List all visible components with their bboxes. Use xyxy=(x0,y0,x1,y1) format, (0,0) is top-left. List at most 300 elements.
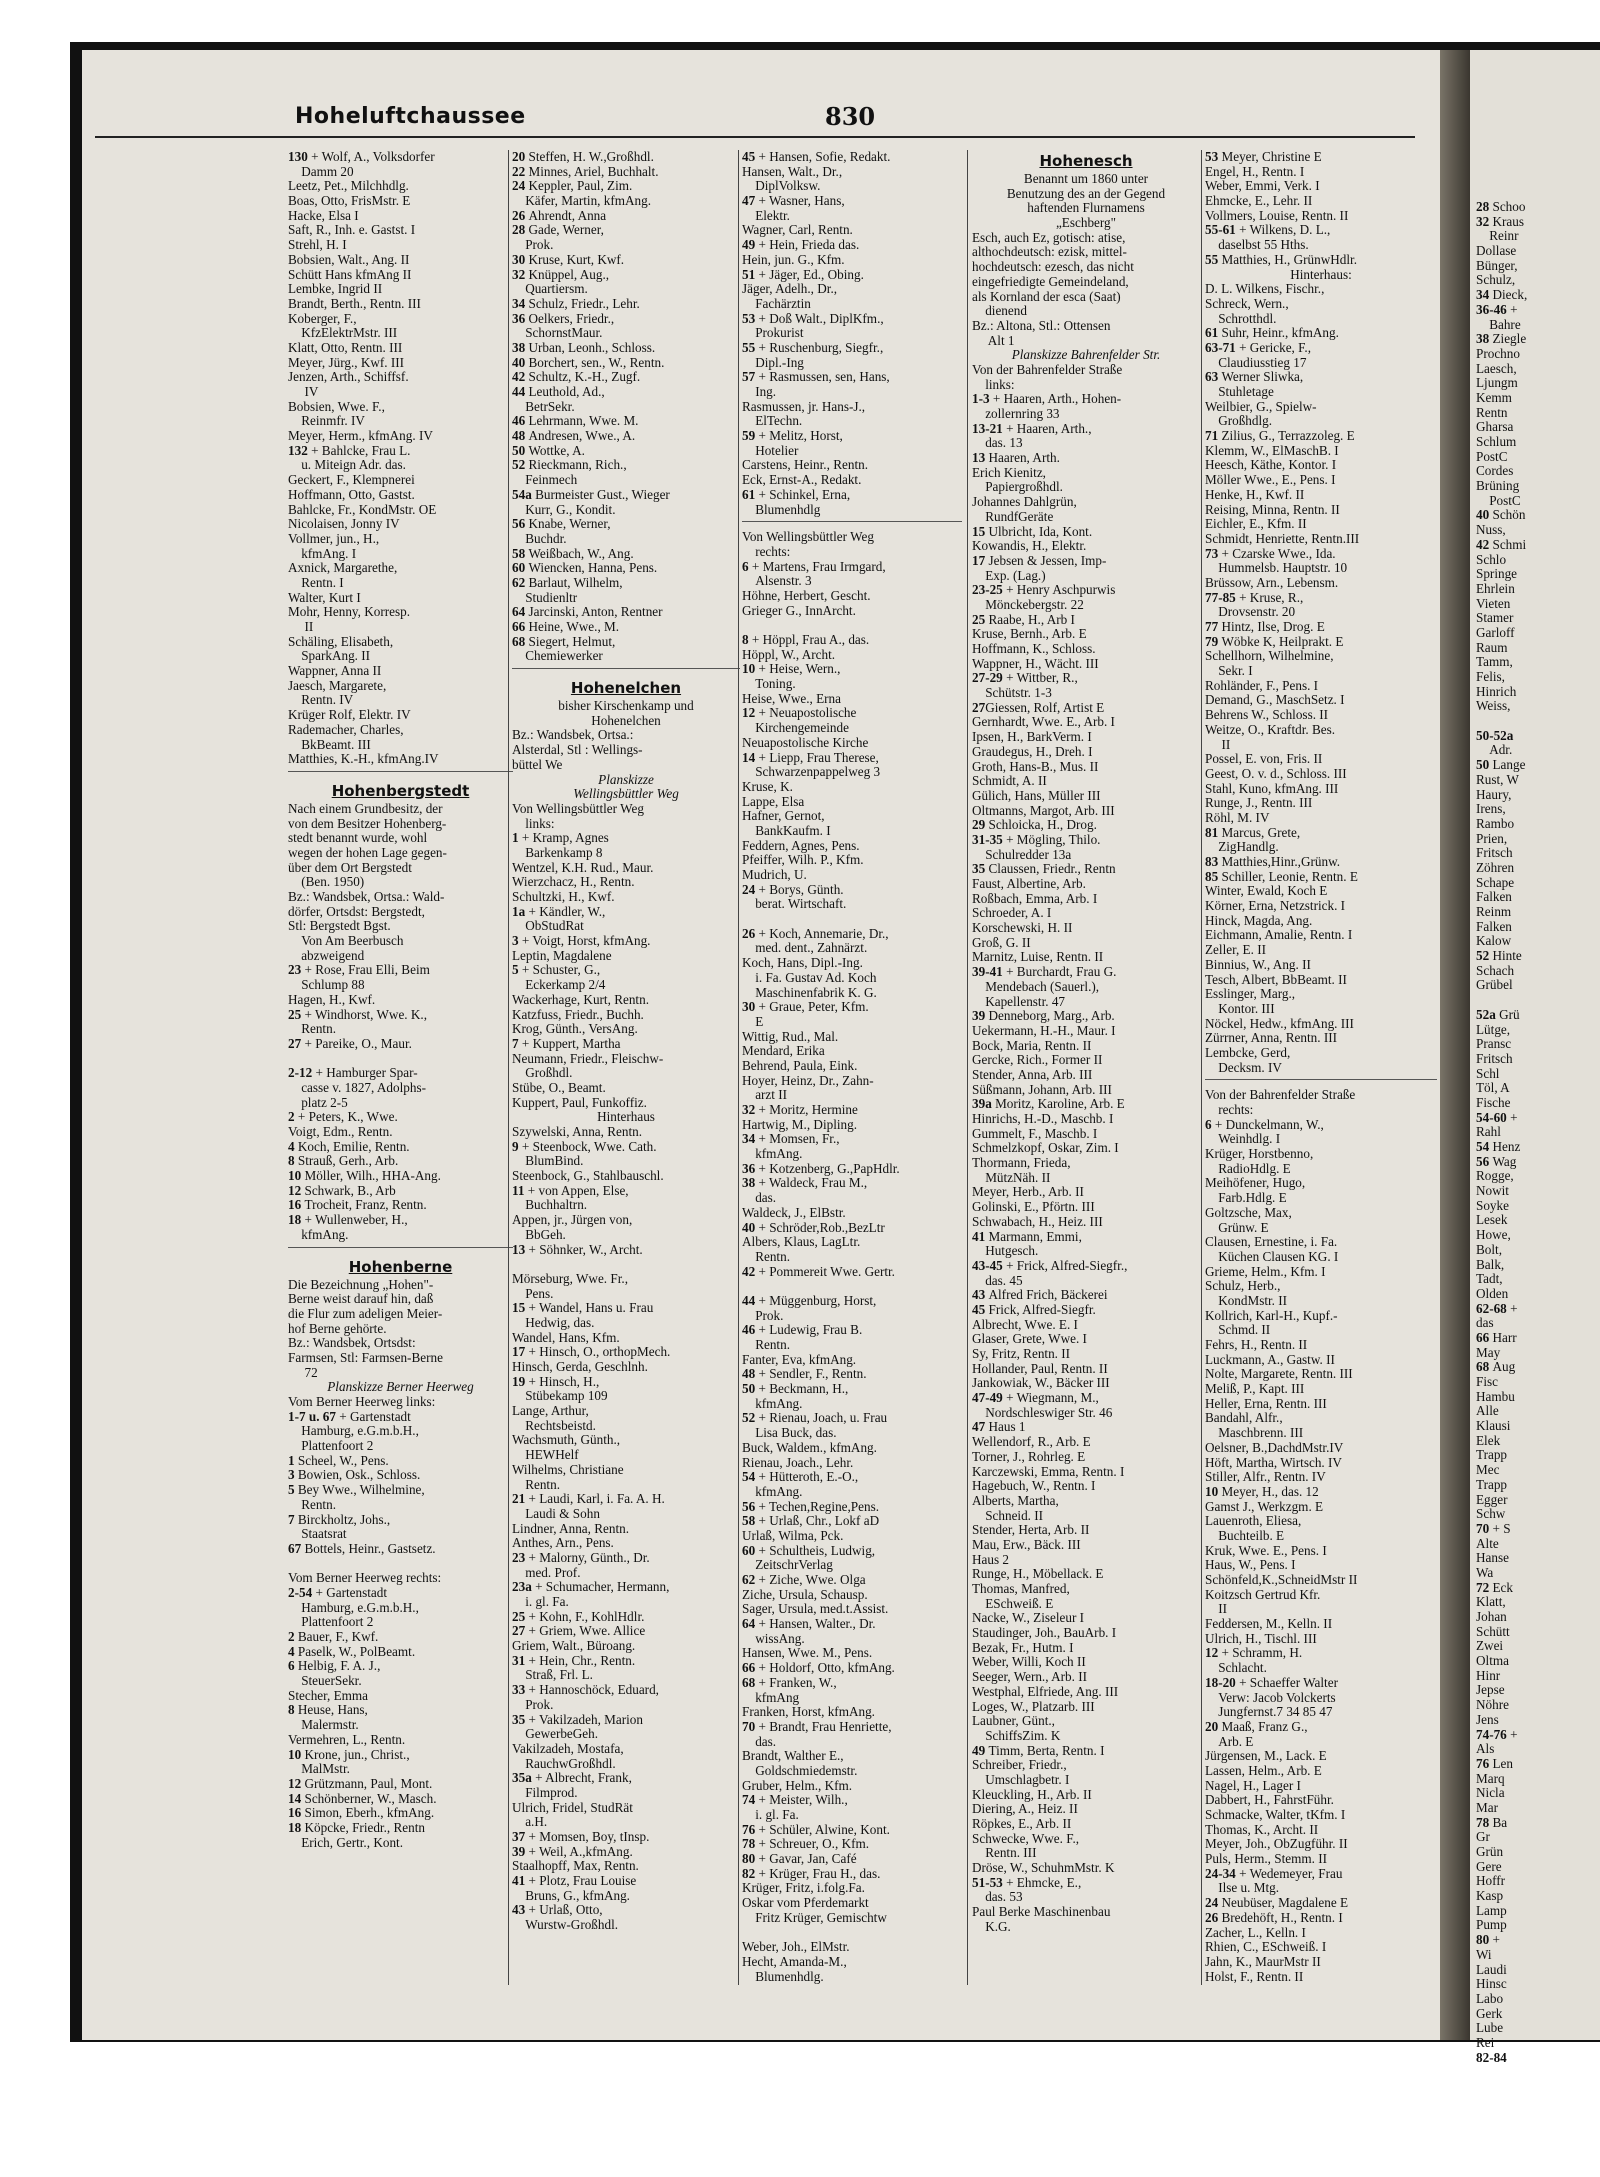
directory-entry: Schulz, Herb., xyxy=(1205,1278,1281,1294)
directory-entry: 31 + Hein, Chr., Rentn. xyxy=(512,1652,636,1668)
house-number: 36 xyxy=(512,310,529,326)
directory-entry: Töl, A xyxy=(1476,1080,1510,1096)
house-number: 27 xyxy=(512,1623,529,1639)
directory-entry: Vollmer, jun., H., xyxy=(288,530,380,546)
house-number: 23 xyxy=(288,962,305,978)
directory-entry: Schwarzenpappelweg 3 xyxy=(742,764,881,780)
directory-entry: Hansen, Wwe. M., Pens. xyxy=(742,1645,873,1661)
directory-entry: Seeger, Wern., Arb. II xyxy=(972,1669,1087,1685)
directory-entry: Nacke, W., Ziseleur I xyxy=(972,1610,1085,1626)
directory-entry: Rei xyxy=(1476,2034,1495,2050)
directory-entry: Bobsien, Wwe. F., xyxy=(288,398,385,414)
directory-entry: Rentn. IV xyxy=(288,692,354,708)
house-number: 50 xyxy=(742,1381,759,1397)
directory-entry: 1-3 + Haaren, Arth., Hohen- xyxy=(972,391,1122,407)
directory-entry: 24-34 + Wedemeyer, Frau xyxy=(1205,1865,1343,1881)
directory-entry: Winter, Ewald, Koch E xyxy=(1205,883,1328,899)
directory-entry: Wittig, Rud., Mal. xyxy=(742,1028,839,1044)
directory-entry: Steenbock, G., Stahlbauschl. xyxy=(512,1168,664,1184)
section-separator xyxy=(512,668,740,677)
directory-entry: Hinsc xyxy=(1476,1976,1507,1992)
house-number: 1a xyxy=(512,903,529,919)
house-number: 76 xyxy=(742,1821,759,1837)
directory-entry: 1 Scheel, W., Pens. xyxy=(288,1452,389,1468)
directory-entry: Pump xyxy=(1476,1917,1507,1933)
directory-entry: 10 Krone, jun., Christ., xyxy=(288,1746,410,1762)
directory-entry: Prok. xyxy=(742,1307,784,1323)
column-rule xyxy=(508,150,509,1985)
house-number: 61 xyxy=(742,486,759,502)
directory-entry: 60 Wiencken, Hanna, Pens. xyxy=(512,560,658,576)
directory-entry: kfmAng. xyxy=(742,1483,803,1499)
house-number: 18-20 xyxy=(1205,1674,1240,1690)
directory-entry: 12 + Schramm, H. xyxy=(1205,1645,1303,1661)
directory-entry: Hein, jun. G., Kfm. xyxy=(742,251,845,267)
directory-entry: Rentn. III xyxy=(972,1845,1037,1861)
directory-entry: Geckert, F., Klempnerei xyxy=(288,472,415,488)
directory-entry: Stübekamp 109 xyxy=(512,1388,608,1404)
directory-entry: 2-54 + Gartenstadt xyxy=(288,1584,388,1600)
directory-entry: Stender, Anna, Arb. III xyxy=(972,1066,1093,1082)
directory-entry: 27Giessen, Rolf, Artist E xyxy=(972,699,1105,715)
house-number: 10 xyxy=(288,1168,305,1184)
directory-entry: Bz.: Wandsbek, Ortsdst: xyxy=(288,1335,416,1351)
directory-entry: Hafner, Gernot, xyxy=(742,808,825,824)
column-4 xyxy=(972,150,1200,1935)
directory-entry: Feddern, Agnes, Pens. xyxy=(742,837,860,853)
directory-entry: 32 Knüppel, Aug., xyxy=(512,266,610,282)
directory-entry: Fanter, Eva, kfmAng. xyxy=(742,1351,857,1367)
directory-entry: 35 + Vakilzadeh, Marion xyxy=(512,1711,643,1727)
directory-entry: Nöckel, Hedw., kfmAng. III xyxy=(1205,1015,1354,1031)
house-number: 60 xyxy=(512,560,529,576)
directory-entry: SparkAng. II xyxy=(288,648,371,664)
directory-entry: Weinhdlg. I xyxy=(1205,1131,1281,1147)
directory-entry: Krog, Günth., VersAng. xyxy=(512,1021,638,1037)
directory-entry: Schmd. II xyxy=(1205,1322,1271,1338)
directory-entry: Geest, O. v. d., Schloss. III xyxy=(1205,765,1347,781)
house-number: 18 xyxy=(288,1819,305,1835)
house-number: 76 xyxy=(1476,1755,1493,1771)
directory-entry: Griem, Walt., Büroang. xyxy=(512,1638,636,1654)
directory-entry: Hoffmann, Otto, Gastst. xyxy=(288,486,415,502)
directory-entry: Rahl xyxy=(1476,1124,1501,1140)
directory-entry: Howe, xyxy=(1476,1227,1511,1243)
directory-entry: Zwei xyxy=(1476,1638,1504,1654)
directory-entry: 24 Neubüser, Magdalene E xyxy=(1205,1895,1349,1911)
directory-entry: Garloff xyxy=(1476,624,1515,640)
directory-entry: Thormann, Frieda, xyxy=(972,1155,1071,1171)
directory-entry: Meyer, Herm., kfmAng. IV xyxy=(288,428,433,444)
directory-entry: 54 + Hütteroth, E.-O., xyxy=(742,1469,859,1485)
directory-entry: 45 Frick, Alfred-Siegfr. xyxy=(972,1301,1096,1317)
directory-entry: 54a Burmeister Gust., Wieger xyxy=(512,486,670,502)
directory-entry: Hambu xyxy=(1476,1388,1515,1404)
house-number: 15 xyxy=(512,1300,529,1316)
directory-entry: Possel, E. von, Fris. II xyxy=(1205,751,1323,767)
directory-entry: Rentn. I xyxy=(288,574,344,590)
house-number: 52 xyxy=(742,1410,759,1426)
house-number: 36-46 xyxy=(1476,301,1511,317)
directory-entry: Lesek xyxy=(1476,1212,1508,1228)
directory-entry: Rademacher, Charles, xyxy=(288,721,404,737)
column-rule xyxy=(967,150,968,1985)
directory-entry: Hartwig, M., Dipling. xyxy=(742,1116,858,1132)
directory-entry: Rentn. xyxy=(512,1476,560,1492)
directory-entry: 25 + Windhorst, Wwe. K., xyxy=(288,1006,428,1022)
directory-entry: 56 Wag xyxy=(1476,1153,1517,1169)
directory-entry: Käfer, Martin, kfmAng. xyxy=(512,193,652,209)
directory-entry: K.G. xyxy=(972,1918,1011,1934)
directory-entry: II xyxy=(1205,1601,1227,1617)
house-number: 38 xyxy=(742,1175,759,1191)
directory-entry: 23-25 + Henry Aschpurwis xyxy=(972,582,1116,598)
directory-entry: Nordschleswiger Str. 46 xyxy=(972,1404,1113,1420)
directory-entry: Holst, F., Rentn. II xyxy=(1205,1968,1304,1984)
directory-entry: Weber, Emmi, Verk. I xyxy=(1205,178,1320,194)
house-number: 85 xyxy=(1205,868,1222,884)
house-number: 16 xyxy=(288,1805,305,1821)
directory-entry: 68 Siegert, Helmut, xyxy=(512,633,616,649)
directory-entry: büttel We xyxy=(512,756,563,772)
section-separator xyxy=(288,1247,513,1256)
house-number: 46 xyxy=(512,413,529,429)
directory-entry: 53 + Doß Walt., DiplKfm., xyxy=(742,310,884,326)
directory-entry: das. 53 xyxy=(972,1889,1023,1905)
directory-entry: Chemiewerker xyxy=(512,648,603,664)
directory-entry: 11 + von Appen, Else, xyxy=(512,1182,629,1198)
house-number: 17 xyxy=(972,552,989,568)
house-number: 45 xyxy=(742,149,759,164)
directory-entry: Hinr xyxy=(1476,1667,1501,1683)
directory-entry: Stahl, Kuno, kfmAng. III xyxy=(1205,780,1339,796)
directory-entry: Neuapostolische Kirche xyxy=(742,734,869,750)
directory-entry: 32 Kraus xyxy=(1476,213,1524,229)
directory-entry: kfmAng. xyxy=(742,1395,803,1411)
directory-entry: 53 Meyer, Christine E xyxy=(1205,149,1322,164)
directory-entry: Falken xyxy=(1476,918,1512,934)
house-number: 70 xyxy=(1476,1520,1493,1536)
directory-entry: Hollander, Paul, Rentn. II xyxy=(972,1360,1108,1376)
directory-entry: Buchhaltrn. xyxy=(512,1197,588,1213)
directory-entry: i. Fa. Gustav Ad. Koch xyxy=(742,969,877,985)
directory-entry: Malermstr. xyxy=(288,1717,359,1733)
directory-entry: Staatsrat xyxy=(288,1526,347,1542)
directory-entry: Rust, W xyxy=(1476,771,1519,787)
directory-entry: Lamp xyxy=(1476,1902,1507,1918)
directory-entry: Jürgensen, M., Lack. E xyxy=(1205,1748,1327,1764)
house-number: 42 xyxy=(1476,536,1493,552)
directory-entry: Vermehren, L., Rentn. xyxy=(288,1731,406,1747)
directory-entry: Graudegus, H., Dreh. I xyxy=(972,743,1093,759)
directory-entry: Bruns, G., kfmAng. xyxy=(512,1887,630,1903)
directory-entry: Hotelier xyxy=(742,442,799,458)
directory-entry: Weilbier, G., Spielw- xyxy=(1205,398,1317,414)
directory-entry: 28 Gade, Werner, xyxy=(512,222,604,238)
directory-entry: Fritsch xyxy=(1476,845,1513,861)
centered-note: bisher Kirschenkamp und xyxy=(558,698,694,714)
directory-entry: Reinr xyxy=(1476,228,1519,244)
directory-entry: Alle xyxy=(1476,1403,1499,1419)
directory-entry: 36-46 + xyxy=(1476,301,1518,317)
directory-entry: Schw xyxy=(1476,1506,1506,1522)
directory-entry: Mönckebergstr. 22 xyxy=(972,596,1084,612)
directory-entry: Lassen, Helm., Arb. E xyxy=(1205,1762,1322,1778)
directory-entry: Dabbert, H., FahrstFühr. xyxy=(1205,1792,1334,1808)
directory-entry: 30 Kruse, Kurt, Kwf. xyxy=(512,251,625,267)
directory-entry: 5 + Schuster, G., xyxy=(512,962,601,978)
house-number: 34 xyxy=(512,295,529,311)
directory-entry: Esch, auch Ez, gotisch: atise, xyxy=(972,229,1126,245)
directory-entry: Blumenhdlg. xyxy=(742,1968,824,1984)
directory-entry: Hoyer, Heinz, Dr., Zahn- xyxy=(742,1072,874,1088)
house-number: 80 xyxy=(1476,1932,1493,1948)
directory-entry: Jankowiak, W., Bäcker III xyxy=(972,1375,1110,1391)
directory-entry: Reinm xyxy=(1476,904,1512,919)
house-number: 36 xyxy=(742,1160,759,1176)
directory-entry: 63 Werner Sliwka, xyxy=(1205,369,1304,385)
directory-entry: Wackerhage, Kurt, Rentn. xyxy=(512,991,649,1007)
directory-entry: Lappe, Elsa xyxy=(742,793,805,809)
directory-entry: 16 Simon, Eberh., kfmAng. xyxy=(288,1805,435,1821)
directory-entry: GewerbeGeh. xyxy=(512,1726,599,1742)
house-number: 132 xyxy=(288,442,312,458)
house-number: 22 xyxy=(512,163,529,179)
directory-entry: 18-20 + Schaeffer Walter xyxy=(1205,1674,1338,1690)
directory-entry: Nolte, Margarete, Rentn. III xyxy=(1205,1366,1353,1382)
directory-entry: Falken xyxy=(1476,889,1512,905)
directory-entry: 3 Bowien, Osk., Schloss. xyxy=(288,1467,421,1483)
directory-entry: Jepse xyxy=(1476,1682,1505,1698)
house-number: 14 xyxy=(288,1790,305,1806)
centered-note: haftenden Flurnamens xyxy=(1027,200,1145,216)
directory-entry: SchiffsZim. K xyxy=(972,1727,1061,1743)
directory-entry: Prok. xyxy=(512,237,554,253)
directory-entry: 25 Raabe, H., Arb I xyxy=(972,611,1075,627)
directory-entry: Pfeiffer, Wilh. P., Kfm. xyxy=(742,852,864,868)
house-number: 50-52a xyxy=(1476,727,1514,743)
directory-entry: Strehl, H. I xyxy=(288,237,347,253)
directory-entry: Cordes xyxy=(1476,463,1514,479)
house-number: 25 xyxy=(972,611,989,627)
directory-entry: ESchweiß. E xyxy=(972,1595,1054,1611)
directory-entry: Heise, Wwe., Erna xyxy=(742,690,841,706)
directory-entry: 51 + Jäger, Ed., Obing. xyxy=(742,266,864,282)
directory-entry: platz 2-5 xyxy=(288,1094,348,1110)
directory-entry: Goltzsche, Max, xyxy=(1205,1204,1292,1220)
directory-entry: Hinck, Magda, Ang. xyxy=(1205,912,1313,928)
directory-entry: 12 + Neuapostolische xyxy=(742,705,857,721)
directory-entry: Matthies, K.-H., kfmAng.IV xyxy=(288,751,439,767)
directory-entry: 62 Barlaut, Wilhelm, xyxy=(512,574,623,590)
directory-entry: Loges, W., Platzarb. III xyxy=(972,1698,1095,1714)
directory-entry: 85 Schiller, Leonie, Rentn. E xyxy=(1205,868,1358,884)
directory-entry: 50 Wottke, A. xyxy=(512,442,585,458)
directory-entry: Gruber, Helm., Kfm. xyxy=(742,1777,853,1793)
directory-entry: ElTechn. xyxy=(742,413,803,429)
house-number: 43-45 xyxy=(972,1257,1007,1273)
directory-entry: Egger xyxy=(1476,1491,1508,1507)
directory-entry: Lütge, xyxy=(1476,1021,1511,1037)
directory-entry: Alt 1 xyxy=(972,332,1015,348)
directory-entry: Bahre xyxy=(1476,316,1521,332)
page-number: 830 xyxy=(825,102,876,131)
directory-entry: 18 + Wullenweber, H., xyxy=(288,1212,408,1228)
directory-entry: Schmacke, Walter, tKfm. I xyxy=(1205,1807,1346,1822)
directory-entry: Ilse u. Mtg. xyxy=(1205,1880,1279,1896)
directory-entry: u. Miteign Adr. das. xyxy=(288,457,406,473)
directory-entry: Korschewski, H. II xyxy=(972,920,1073,936)
directory-entry: PostC xyxy=(1476,448,1508,464)
house-number: 62 xyxy=(742,1572,759,1587)
directory-entry: 39-41 + Burchardt, Frau G. xyxy=(972,964,1117,980)
directory-entry: hochdeutsch: ezesch, das nicht xyxy=(972,259,1134,275)
house-number: 12 xyxy=(1205,1645,1222,1661)
directory-entry: rechts: xyxy=(742,543,791,559)
directory-entry: Küchen Clausen KG. I xyxy=(1205,1248,1339,1264)
directory-entry: 72 Eck xyxy=(1476,1579,1513,1595)
directory-entry: Ing. xyxy=(742,384,777,399)
directory-entry: Jungfernst.7 34 85 47 xyxy=(1205,1704,1333,1720)
directory-entry: Farmsen, Stl: Farmsen-Berne xyxy=(288,1349,443,1365)
directory-entry: Maschinenfabrik K. G. xyxy=(742,984,877,1000)
directory-entry: 22 Minnes, Ariel, Buchhalt. xyxy=(512,163,659,179)
directory-entry: Brandt, Berth., Rentn. III xyxy=(288,295,421,311)
directory-entry: Reinmfr. IV xyxy=(288,413,365,429)
directory-entry: 68 + Franken, W., xyxy=(742,1674,837,1690)
directory-entry: 52 + Rienau, Joach, u. Frau xyxy=(742,1410,888,1426)
directory-entry: abzweigend xyxy=(288,947,365,963)
directory-entry: 24 + Borys, Günth. xyxy=(742,881,844,897)
house-number: 7 xyxy=(288,1511,298,1527)
directory-entry: Kowandis, H., Elektr. xyxy=(972,538,1087,554)
house-number: 17 xyxy=(512,1344,529,1360)
house-number: 27 xyxy=(288,1035,305,1051)
house-number: 38 xyxy=(512,339,529,355)
directory-entry: Stecher, Emma xyxy=(288,1687,369,1703)
column-5 xyxy=(1205,150,1437,1984)
house-number: 48 xyxy=(742,1366,759,1382)
directory-entry: Marq xyxy=(1476,1770,1505,1786)
directory-entry: Lembke, Ingrid II xyxy=(288,281,383,297)
directory-entry: Bock, Maria, Rentn. II xyxy=(972,1037,1092,1053)
directory-entry: Maschbrenn. III xyxy=(1205,1425,1304,1441)
directory-entry: dienend xyxy=(972,303,1027,319)
directory-entry: 34 Schulz, Friedr., Lehr. xyxy=(512,295,640,311)
directory-entry xyxy=(742,912,962,927)
directory-entry: Mörseburg, Wwe. Fr., xyxy=(512,1270,628,1286)
directory-entry: Vom Berner Heerweg rechts: xyxy=(288,1570,442,1586)
house-number: 40 xyxy=(1476,507,1493,523)
house-number: 53 xyxy=(742,310,759,326)
directory-entry: Rentn. xyxy=(288,1021,336,1037)
house-number: 62-68 xyxy=(1476,1300,1511,1316)
directory-entry: Röpkes, E., Arb. II xyxy=(972,1816,1072,1831)
directory-entry: Kuppert, Paul, Funkoffiz. xyxy=(512,1094,647,1110)
house-number: 30 xyxy=(742,999,759,1015)
directory-entry: Bahlcke, Fr., KondMstr. OE xyxy=(288,501,437,517)
directory-entry: Prien, xyxy=(1476,830,1508,846)
directory-entry: 66 + Holdorf, Otto, kfmAng. xyxy=(742,1660,895,1676)
directory-entry: 47 Haus 1 xyxy=(972,1419,1026,1435)
directory-entry: eingefriedigte Gemeindeland, xyxy=(972,273,1129,289)
directory-entry: 76 + Schüler, Alwine, Kont. xyxy=(742,1821,890,1837)
directory-entry: Goldschmiedemstr. xyxy=(742,1762,858,1778)
directory-entry: 23 + Malorny, Günth., Dr. xyxy=(512,1549,650,1565)
directory-entry: Pransc xyxy=(1476,1036,1512,1052)
directory-entry: Diering, A., Heiz. II xyxy=(972,1801,1078,1817)
house-number: 55 xyxy=(1205,251,1222,267)
house-number: 40 xyxy=(512,354,529,370)
directory-entry: Binnius, W., Ang. II xyxy=(1205,956,1311,972)
house-number: 8 xyxy=(742,632,752,647)
directory-entry: 1-7 u. 67 + Gartenstadt xyxy=(288,1408,411,1424)
directory-entry: 4 Paselk, W., PolBeamt. xyxy=(288,1643,416,1659)
directory-entry: Vakilzadeh, Mostafa, xyxy=(512,1740,624,1756)
directory-entry: Puls, Herm., Stemm. II xyxy=(1205,1851,1327,1867)
directory-entry: Oltmanns, Margot, Arb. III xyxy=(972,802,1115,818)
centered-note: Hohenelchen xyxy=(591,712,661,728)
directory-entry: Wi xyxy=(1476,1946,1492,1962)
directory-entry: Schreiber, Friedr., xyxy=(972,1757,1067,1773)
directory-entry xyxy=(1476,993,1600,1008)
directory-entry: Als xyxy=(1476,1741,1495,1757)
house-number: 78 xyxy=(742,1836,759,1852)
directory-entry: Leptin, Magdalene xyxy=(512,947,612,963)
directory-entry: Vom Berner Heerweg links: xyxy=(288,1394,436,1409)
directory-entry: Nicolaisen, Jonny IV xyxy=(288,516,400,532)
directory-entry: Meyer, Jürg., Kwf. III xyxy=(288,354,405,370)
next-page-column xyxy=(1476,200,1600,2065)
column-2 xyxy=(512,150,740,1933)
directory-entry: 39 Denneborg, Marg., Arb. xyxy=(972,1008,1115,1024)
directory-entry: RundfGeräte xyxy=(972,508,1054,524)
directory-entry: 13 Haaren, Arth. xyxy=(972,450,1060,466)
directory-entry: Dollase xyxy=(1476,243,1517,259)
directory-entry: 80 + xyxy=(1476,1932,1500,1948)
house-number: 73 xyxy=(1205,545,1222,561)
directory-entry: Franken, Horst, kfmAng. xyxy=(742,1704,875,1720)
house-number: 21 xyxy=(512,1491,529,1507)
house-number: 13 xyxy=(972,450,989,466)
directory-entry: Ehmcke, E., Lehr. II xyxy=(1205,193,1313,209)
directory-entry: ZeitschrVerlag xyxy=(742,1557,833,1573)
directory-entry: Alsenstr. 3 xyxy=(742,573,812,589)
house-number: 53 xyxy=(1205,149,1222,164)
directory-entry: Wagner, Carl, Rentn. xyxy=(742,222,853,238)
directory-entry: Bandahl, Alfr., xyxy=(1205,1410,1283,1426)
house-number: 66 xyxy=(1476,1329,1493,1345)
directory-entry xyxy=(512,1257,740,1272)
directory-entry: Stuhletage xyxy=(1205,384,1274,399)
directory-entry: HEWHelf xyxy=(512,1447,579,1463)
house-number: 68 xyxy=(512,633,529,649)
plan-sketch-note: Planskizze Bahrenfelder Str. xyxy=(1011,347,1161,363)
directory-entry: Exp. (Lag.) xyxy=(972,567,1046,583)
directory-entry: Gercke, Rich., Former II xyxy=(972,1052,1103,1068)
house-number: 12 xyxy=(742,705,759,721)
centered-note: Benutzung des an der Gegend xyxy=(1006,185,1166,201)
directory-entry: Rogge, xyxy=(1476,1168,1514,1184)
directory-entry: Bobsien, Walt., Ang. II xyxy=(288,251,410,267)
directory-entry: 38 Ziegle xyxy=(1476,331,1527,347)
directory-entry: Hedwig, das. xyxy=(512,1314,595,1330)
directory-entry: 30 + Graue, Peter, Kfm. xyxy=(742,999,869,1015)
directory-entry: 52 Hinte xyxy=(1476,948,1522,964)
directory-entry: Klatt, Otto, Rentn. III xyxy=(288,339,403,355)
house-number: 59 xyxy=(742,428,759,444)
directory-entry: Decksm. IV xyxy=(1205,1059,1282,1075)
